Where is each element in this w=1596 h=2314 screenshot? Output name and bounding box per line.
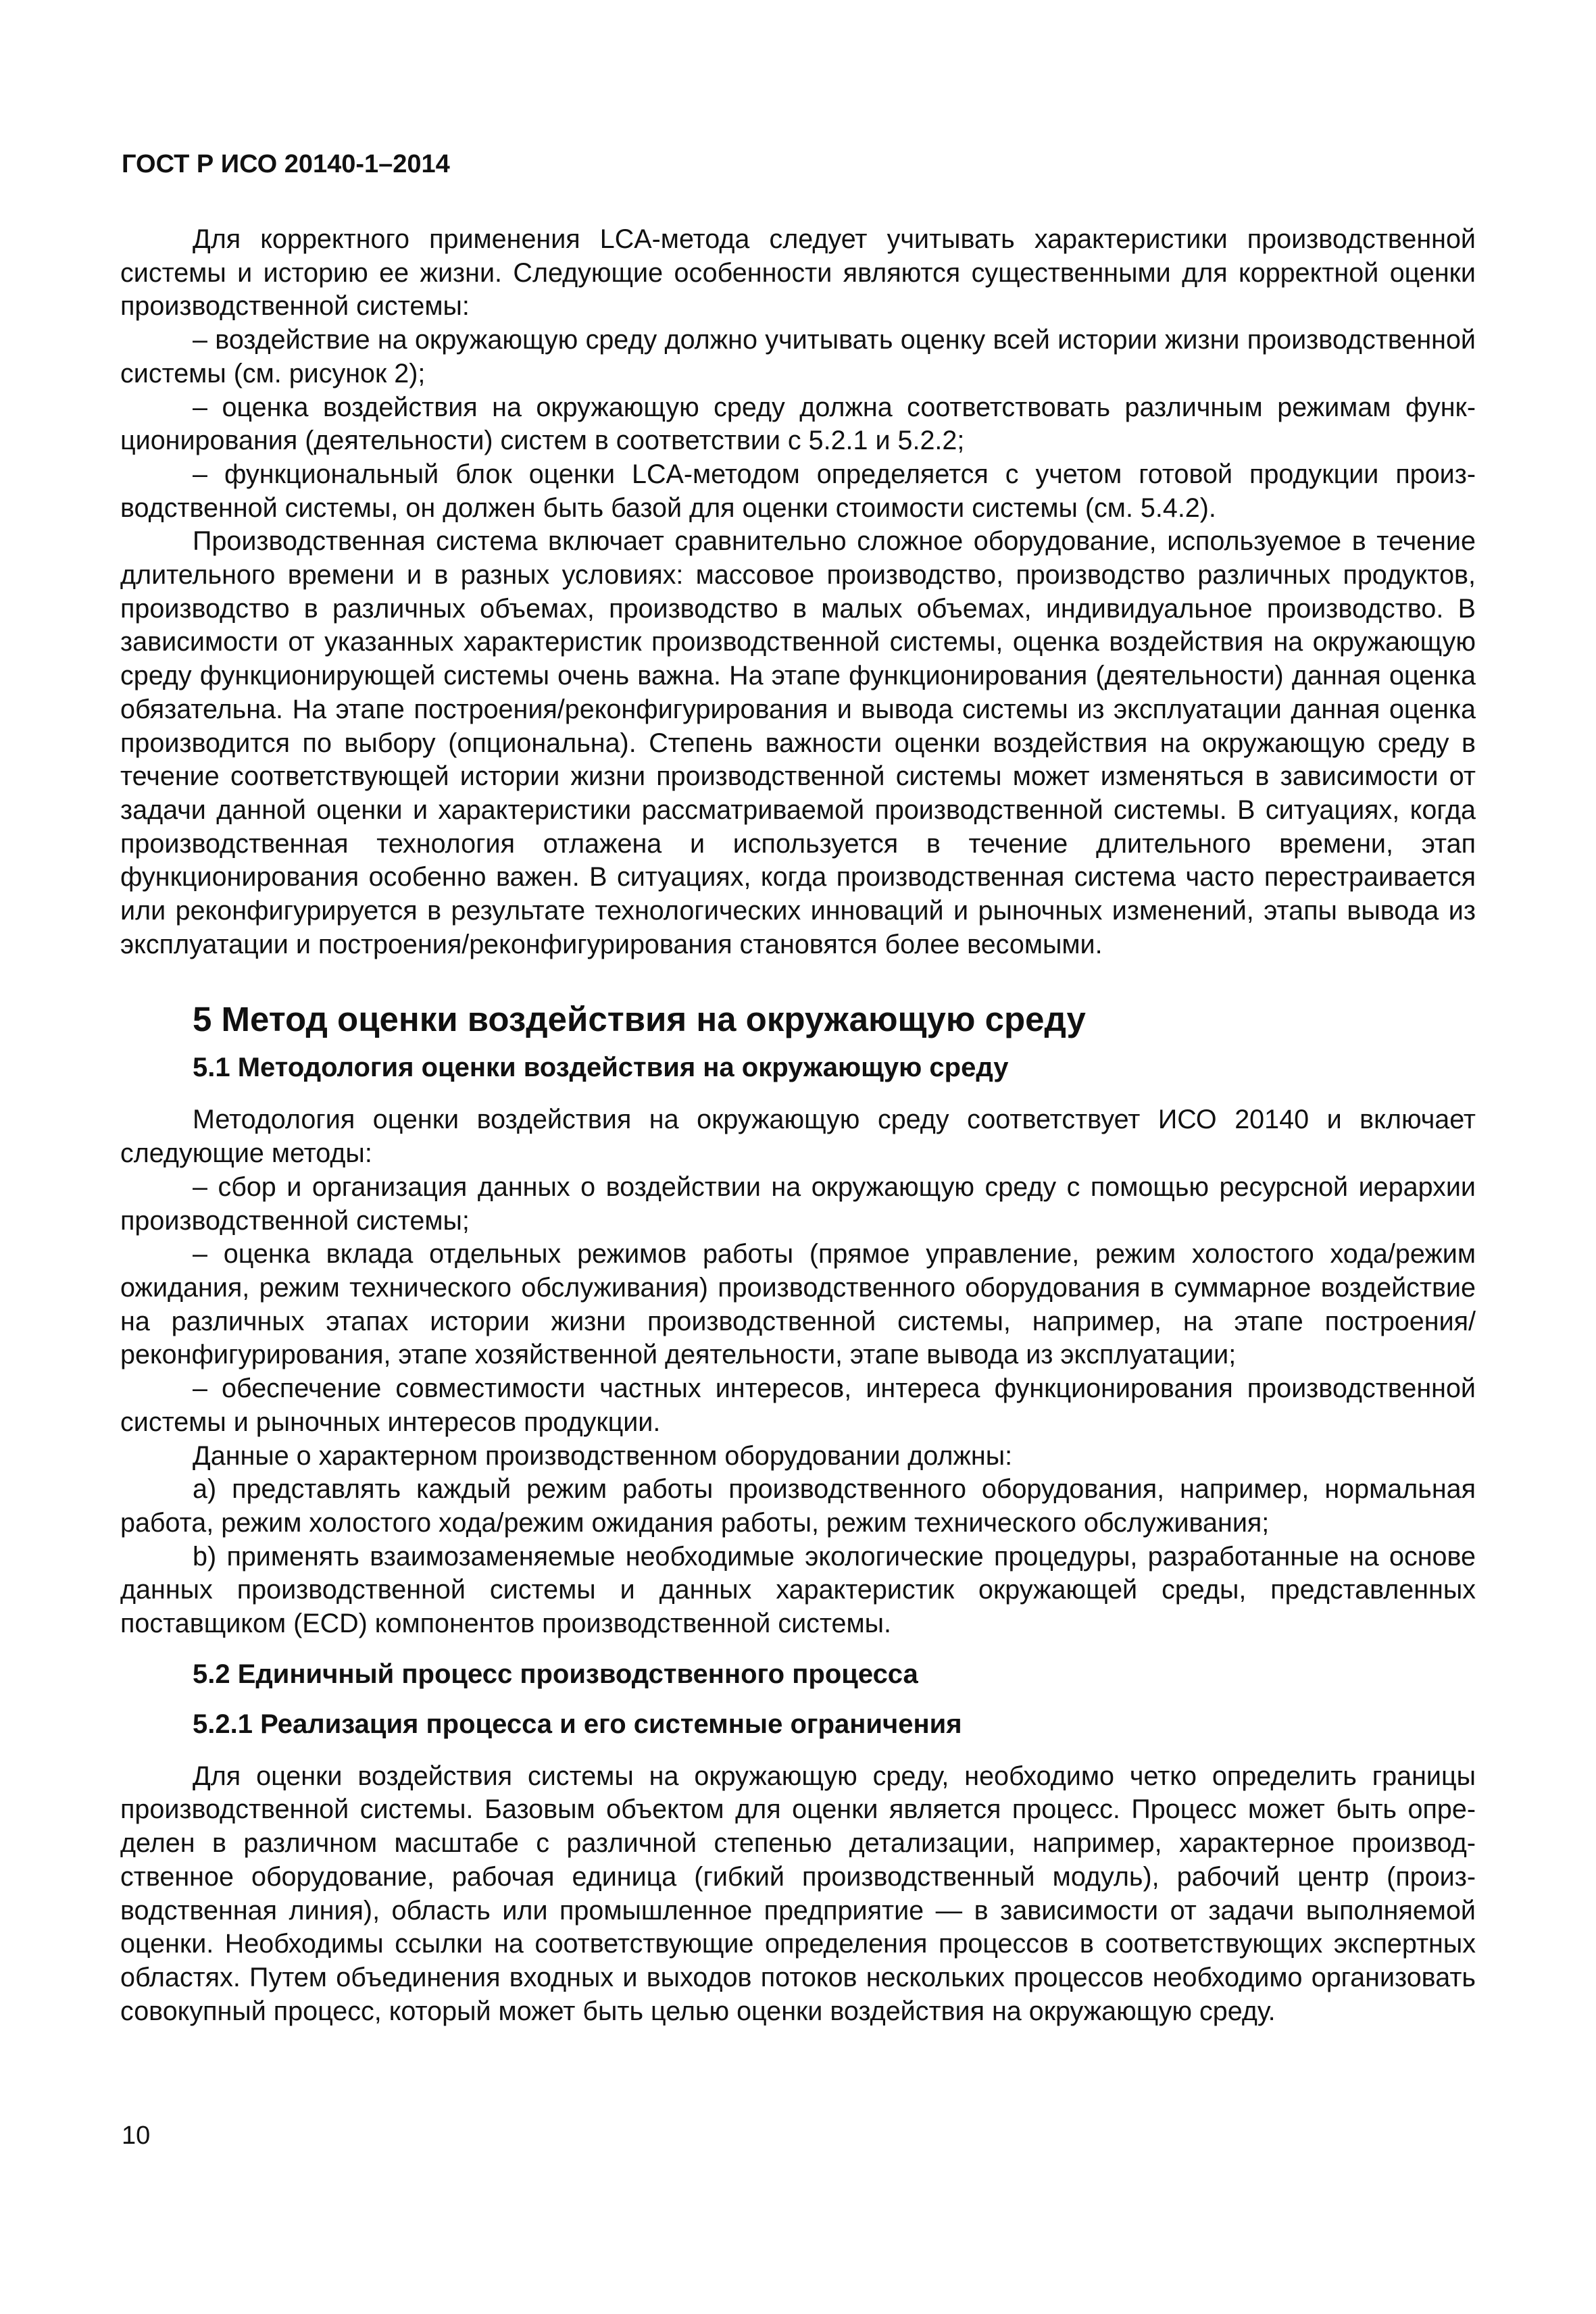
subsection-heading: 5.1 Методология оценки воздействия на окружающую среду: [193, 1053, 1009, 1083]
paragraph: Для оценки воздействия системы на окружающую среду, необходимо четко определить границы производственной системы. Базовым объектом для оценки является процесс. Процесс может быть определен в различном масштабе с различной степенью детализации, например, характерное производственное оборудование, рабочая единица (гибкий производственный модуль), рабочий центр (производственная линия), область или промышленное предприятие — в зависимости от задачи выполняемой оценки. Необходимы ссылки на соответствующие определения процессов в соответствующих экспертных областях. Путем объединения входных и выходов потоков нескольких процессов необходимо организовать совокупный процесс, который может быть целью оценки воздействия на окружающую среду.: [120, 1761, 1476, 2026]
paragraph: Для корректного применения LCA-метода следует учитывать характеристики производственной системы и историю ее жизни. Следующие особенности являются существенными для корректной оценки производственной системы:: [120, 224, 1476, 322]
list-item: – оценка вклада отдельных режимов работы (прямое управление, режим холостого хода/режим ожидания, режим технического обслуживания) производственного оборудования в суммарное воздействие на различных этапах истории жизни производственной системы, например, на этапе построения/ реконфигурирования, этапе хозяйственной деятельности, этапе вывода из эксплуатации;: [120, 1239, 1476, 1370]
list-item: b) применять взаимозаменяемые необходимые экологические процедуры, разработанные на основе данных производственной системы и данных характеристик окружающей среды, представленных поставщиком (ECD) компонентов производственной системы.: [120, 1541, 1476, 1639]
document-header: ГОСТ Р ИСО 20140-1–2014: [122, 150, 450, 178]
list-item: – сбор и организация данных о воздействии на окружающую среду с помощью ресурсной иерархии производственной системы;: [120, 1172, 1476, 1236]
list-item: – функциональный блок оценки LCA-методом определяется с учетом готовой продукции производственной системы, он должен быть базой для оценки стоимости системы (см. 5.4.2).: [120, 459, 1476, 523]
paragraph: Производственная система включает сравнительно сложное оборудование, используемое в течение длительного времени и в разных условиях: массовое производство, производство различных продуктов, производство в различных объемах, производство в малых объемах, индивидуальное производство. В зависимости от указанных характеристик производственной системы, оценка воздействия на окружающую среду функционирующей системы очень важна. На этапе функционирования (деятельности) данная оценка обязательна. На этапе построения/реконфигурирования и вывода системы из эксплуатации данная оценка производится по выбору (опциональна). Степень важности оценки воздействия на окружающую среду в течение соответствующей истории жизни производственной системы может изменяться в зависимости от задачи данной оценки и характеристики рассматриваемой производственной системы. В ситуациях, когда производственная технология отлажена и используется в течение длительного времени, этап функционирования особенно важен. В ситуациях, когда производственная система часто перестраивается или реконфигурируется в результате технологических инноваций и рыночных изменений, этапы вывода из эксплуатации и построения/реконфигурирования становятся более весомыми.: [120, 526, 1476, 959]
section-heading: 5 Метод оценки воздействия на окружающую среду: [193, 1000, 1086, 1039]
subsection-heading: 5.2.1 Реализация процесса и его системные ограничения: [193, 1709, 962, 1739]
paragraph: Данные о характерном производственном оборудовании должны:: [193, 1440, 1013, 1471]
subsection-heading: 5.2 Единичный процесс производственного процесса: [193, 1659, 918, 1689]
paragraph: Методология оценки воздействия на окружающую среду соответствует ИСО 20140 и включает следующие методы:: [120, 1105, 1476, 1169]
list-item: – оценка воздействия на окружающую среду должна соответствовать различным режимам функционирования (деятельности) систем в соответствии с 5.2.1 и 5.2.2;: [120, 392, 1476, 456]
list-item: – обеспечение совместимости частных интересов, интереса функционирования производственной системы и рыночных интересов продукции.: [120, 1374, 1476, 1437]
page-content: [120, 223, 1476, 2028]
page-number: 10: [122, 2121, 151, 2150]
list-item: – воздействие на окружающую среду должно учитывать оценку всей истории жизни производственной системы (см. рисунок 2);: [120, 325, 1476, 388]
list-item: а) представлять каждый режим работы производственного оборудования, например, нормальная работа, режим холостого хода/режим ожидания работы, режим технического обслуживания;: [120, 1474, 1476, 1538]
